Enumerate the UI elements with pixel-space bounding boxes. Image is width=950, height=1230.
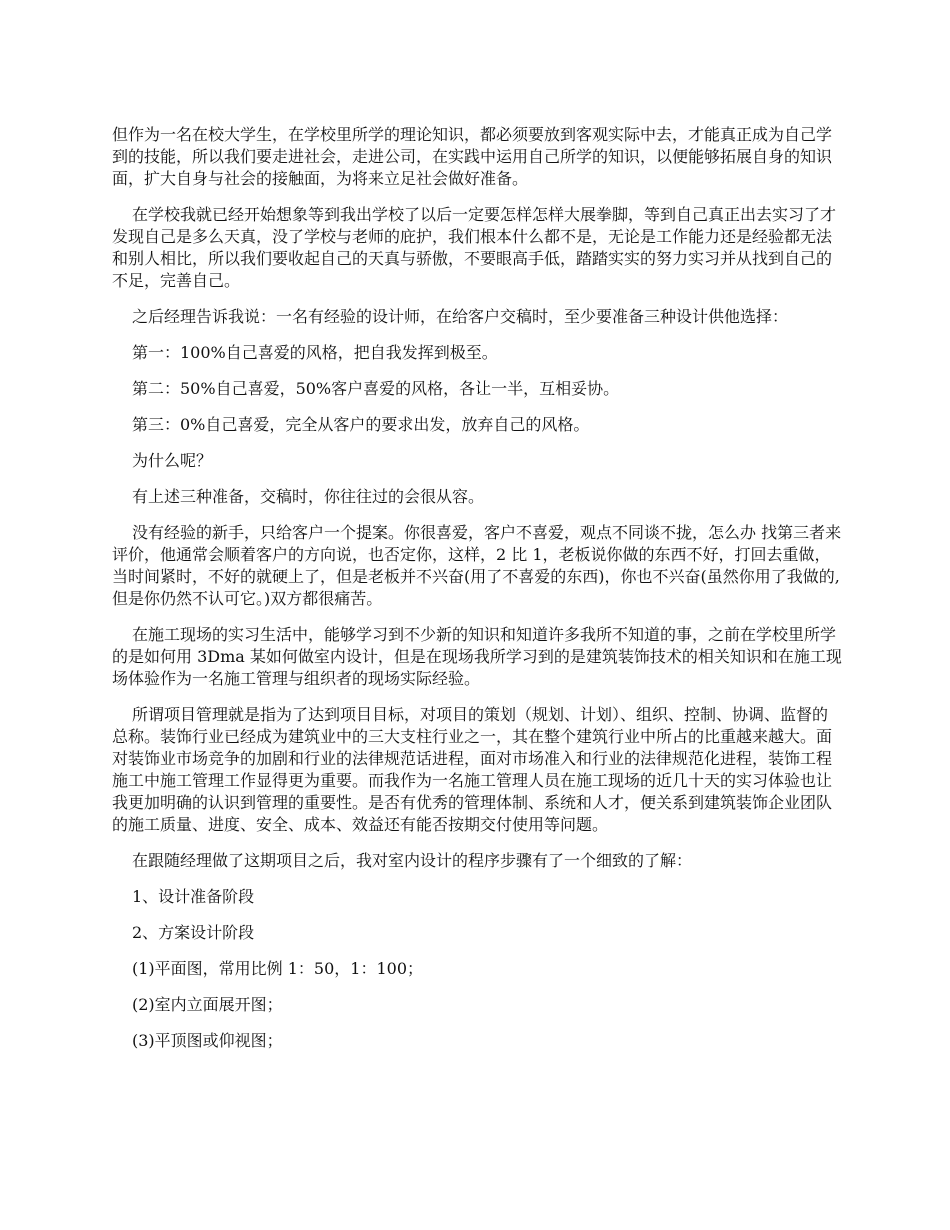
paragraph: 在学校我就已经开始想象等到我出学校了以后一定要怎样怎样大展拳脚，等到自己真正出去实习了才发现自己是多么天真，没了学校与老师的庇护，我们根本什么都不是，无论是工作能力还是经验都无法和别人相比，所以我们要收起自己的天真与骄傲，不要眼高手低，踏踏实实的努力实习并从找到自己的不足，完善自己。 xyxy=(112,205,837,290)
paragraph: 第三：0%自己喜爱，完全从客户的要求出发，放弃自己的风格。 xyxy=(132,415,590,434)
list-item: 1、设计准备阶段 xyxy=(132,887,255,906)
list-item: (2)室内立面展开图； xyxy=(132,995,283,1014)
paragraph: 第二：50%自己喜爱，50%客户喜爱的风格，各让一半，互相妥协。 xyxy=(132,379,620,398)
paragraph: 有上述三种准备，交稿时，你往往过的会很从容。 xyxy=(132,487,485,506)
paragraph: 但作为一名在校大学生，在学校里所学的理论知识，都必须要放到客观实际中去，才能真正成为自己学到的技能，所以我们要走进社会，走进公司，在实践中运用自己所学的知识，以便能够拓展自身的知识面，扩大自身与社会的接触面，为将来立足社会做好准备。 xyxy=(112,125,833,188)
paragraph: 为什么呢？ xyxy=(132,451,213,470)
paragraph: 所谓项目管理就是指为了达到项目目标，对项目的策划（规划、计划）、组织、控制、协调、监督的总称。装饰行业已经成为建筑业中的三大支柱行业之一，其在整个建筑行业中所占的比重越来越大。面对装饰业市场竞争的加剧和行业的法律规范话进程，面对市场准入和行业的法律规范化进程，装饰工程施工中施工管理工作显得更为重要。而我作为一名施工管理人员在施工现场的近几十天的实习体验也让我更加明确的认识到管理的重要性。是否有优秀的管理体制、系统和人才，便关系到建筑装饰企业团队的施工质量、进度、安全、成本、效益还有能否按期交付使用等问题。 xyxy=(112,705,833,834)
list-item: (3)平顶图或仰视图； xyxy=(132,1031,283,1050)
list-item: 2、方案设计阶段 xyxy=(132,923,255,942)
paragraph: 在跟随经理做了这期项目之后，我对室内设计的程序步骤有了一个细致的了解： xyxy=(132,851,693,870)
paragraph: 第一：100%自己喜爱的风格，把自我发挥到极至。 xyxy=(132,343,498,362)
list-item: (1)平面图，常用比例 1：50，1：100； xyxy=(132,959,424,978)
document-body xyxy=(112,124,842,1066)
paragraph: 没有经验的新手，只给客户一个提案。你很喜爱，客户不喜爱，观点不同谈不拢，怎么办 找第三者来评价，他通常会顺着客户的方向说，也否定你，这样，2 比 1，老板说你做的东西不好，打回去重做，当时间紧时，不好的就硬上了，但是老板并不兴奋(用了不喜爱的东西)，你也不兴奋(虽然你用了我做的,但是你仍然不认可它。)双方都很痛苦。 xyxy=(112,523,842,608)
paragraph: 之后经理告诉我说：一名有经验的设计师，在给客户交稿时，至少要准备三种设计供他选择： xyxy=(132,307,789,326)
paragraph: 在施工现场的实习生活中，能够学习到不少新的知识和知道许多我所不知道的事，之前在学校里所学的是如何用 3Dma 某如何做室内设计，但是在现场我所学习到的是建筑装饰技术的相关知识和在施工现场体验作为一名施工管理与组织者的现场实际经验。 xyxy=(112,625,842,688)
